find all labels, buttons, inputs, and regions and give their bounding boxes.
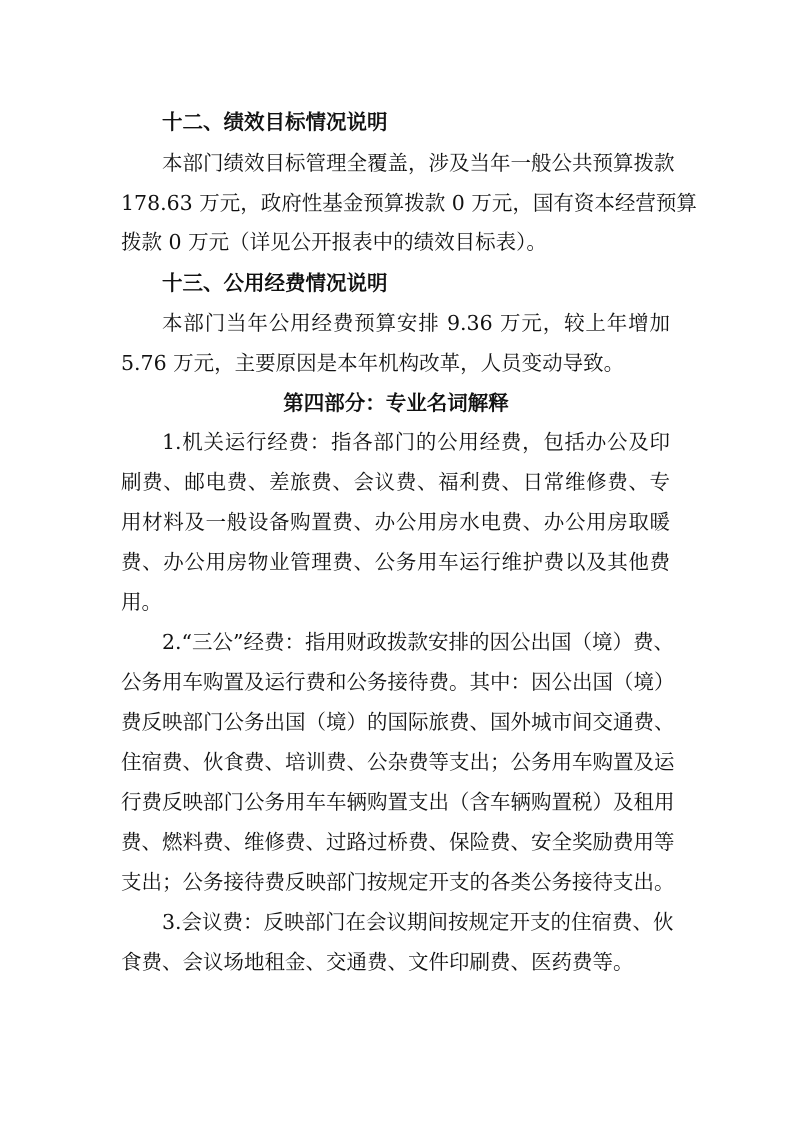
term-line: 食费、会议场地租金、交通费、文件印刷费、医药费等。 <box>121 950 634 974</box>
section-heading-13: 十三、公用经费情况说明 <box>162 271 388 295</box>
term-line: 用。 <box>121 590 162 614</box>
paragraph-line: 拨款 0 万元（详见公开报表中的绩效目标表）。 <box>121 230 547 254</box>
term-line: 3.会议费：反映部门在会议期间按规定开支的住宿费、伙 <box>162 910 674 934</box>
term-line: 1.机关运行经费：指各部门的公用经费，包括办公及印 <box>162 430 670 454</box>
part-four-title: 第四部分：专业名词解释 <box>283 391 509 415</box>
term-line: 费反映部门公务出国（境）的国际旅费、国外城市间交通费、 <box>121 710 675 734</box>
paragraph-line: 本部门绩效目标管理全覆盖，涉及当年一般公共预算拨款 <box>162 151 675 175</box>
term-line: 支出；公务接待费反映部门按规定开支的各类公务接待支出。 <box>121 870 675 894</box>
paragraph-line: 本部门当年公用经费预算安排 9.36 万元，较上年增加 <box>162 311 670 335</box>
term-line: 刷费、邮电费、差旅费、会议费、福利费、日常维修费、专 <box>121 470 670 494</box>
term-line: 用材料及一般设备购置费、办公用房水电费、办公用房取暖 <box>121 510 670 534</box>
term-line: 住宿费、伙食费、培训费、公杂费等支出；公务用车购置及运 <box>121 750 675 774</box>
term-line: 费、办公用房物业管理费、公务用车运行维护费以及其他费 <box>121 550 670 574</box>
term-line: 费、燃料费、维修费、过路过桥费、保险费、安全奖励费用等 <box>121 830 675 854</box>
term-line: 行费反映部门公务用车车辆购置支出（含车辆购置税）及租用 <box>121 790 675 814</box>
paragraph-line: 5.76 万元，主要原因是本年机构改革，人员变动导致。 <box>121 351 625 375</box>
term-line: 2.“三公”经费：指用财政拨款安排的因公出国（境）费、 <box>162 630 675 654</box>
term-line: 公务用车购置及运行费和公务接待费。其中：因公出国（境） <box>121 670 675 694</box>
section-heading-12: 十二、绩效目标情况说明 <box>162 110 388 134</box>
paragraph-line: 178.63 万元，政府性基金预算拨款 0 万元，国有资本经营预算 <box>121 191 697 215</box>
